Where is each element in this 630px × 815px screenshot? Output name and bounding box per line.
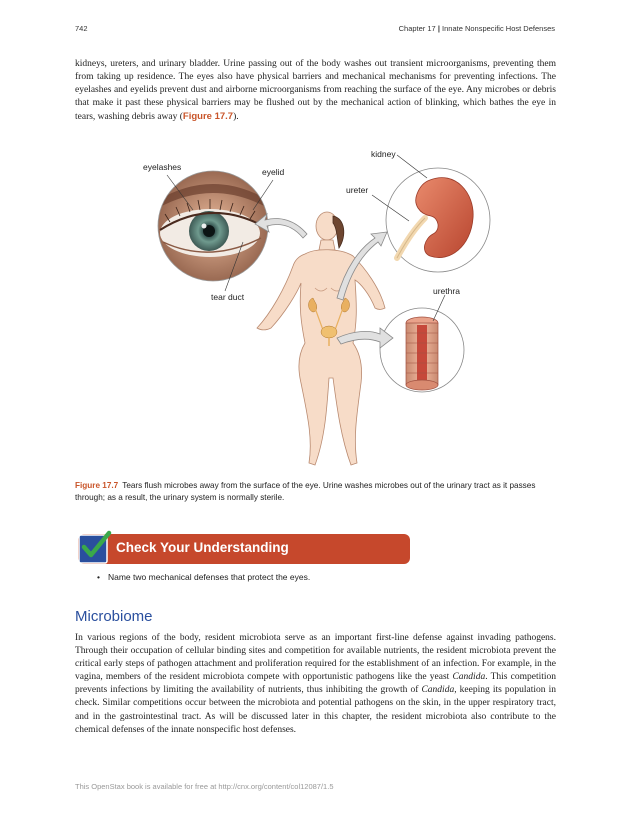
microbiome-text-1: In various regions of the body, resident microbiota serve as an important first-line defense against invading pathogens. Through their occupation of cellular binding sites and competition for available nutrients, the resident microbiota prevent the critical early steps of pathogen attachment and proliferation required for the establishment of an infection. For example, in the vagina, members of the resident microbiota compete with opportunistic pathogens like the yeast: [75, 633, 556, 683]
section-heading-microbiome: Microbiome: [75, 608, 153, 625]
label-eyelid: eyelid: [262, 167, 285, 177]
intro-paragraph: [75, 58, 556, 124]
label-kidney: kidney: [371, 149, 396, 159]
check-understanding-title: Check Your Understanding: [116, 540, 289, 555]
urethra-closeup: [380, 308, 464, 392]
chapter-number: Chapter 17: [398, 24, 436, 33]
checkmark-icon: [78, 530, 112, 564]
intro-closing: ).: [233, 112, 239, 123]
microbiome-paragraph: [75, 632, 556, 737]
microbiome-text-2: . This competition prevents infections by limiting the availability of nutrients, thus inhibiting the growth of: [75, 672, 556, 696]
figure-caption: [75, 480, 555, 503]
label-eyelashes: eyelashes: [143, 162, 182, 172]
kidney-closeup: [386, 168, 490, 272]
caption-label: Figure 17.7: [75, 481, 119, 490]
check-understanding-item-text: Name two mechanical defenses that protect the eyes.: [107, 572, 311, 582]
chapter-title: Innate Nonspecific Host Defenses: [442, 24, 555, 33]
bullet-dot: •: [97, 572, 100, 582]
intro-text: kidneys, ureters, and urinary bladder. Urine passing out of the body washes out transient microorganisms, preventing them from taking up residence. The eyes also have physical barriers and mechanical mechanisms for preventing infections. The eyelashes and eyelids prevent dust and airborne microorganisms from reaching the surface of the eye. Any microbes or debris that make it past these physical barriers may be flushed out by the mechanical action of blinking, which bathes the eye in tears, washing debris away (: [75, 59, 556, 123]
check-understanding-item: [97, 572, 310, 582]
eye-closeup: [158, 171, 268, 281]
figure-17-7-link[interactable]: Figure 17.7: [182, 111, 234, 123]
label-urethra: urethra: [433, 286, 460, 296]
figure-17-7-illustration: [75, 138, 555, 473]
page-number: 742: [75, 24, 88, 33]
page-footer: This OpenStax book is available for free at http://cnx.org/content/col12087/1.5: [75, 782, 334, 791]
label-ureter: ureter: [346, 185, 369, 195]
microbiome-text-3: , keeping its population in check. Similar competitions occur between the microbiota and potential pathogens on the skin, in the upper respiratory tract, and in the gastrointestinal tract. As will be discussed later in this chapter, the resident microbiota also contribute to the chemical defenses of the innate nonspecific host defenses.: [75, 685, 556, 735]
running-header: [399, 24, 555, 33]
caption-text: Tears flush microbes away from the surface of the eye. Urine washes microbes out of the urinary tract as it passes through; as a result, the urinary system is normally sterile.: [75, 481, 536, 502]
candida-term-1: Candida: [452, 672, 486, 683]
candida-term-2: Candida: [421, 685, 455, 696]
header-separator: |: [437, 24, 440, 33]
label-tear-duct: tear duct: [211, 292, 245, 302]
check-understanding-banner: [78, 534, 410, 564]
